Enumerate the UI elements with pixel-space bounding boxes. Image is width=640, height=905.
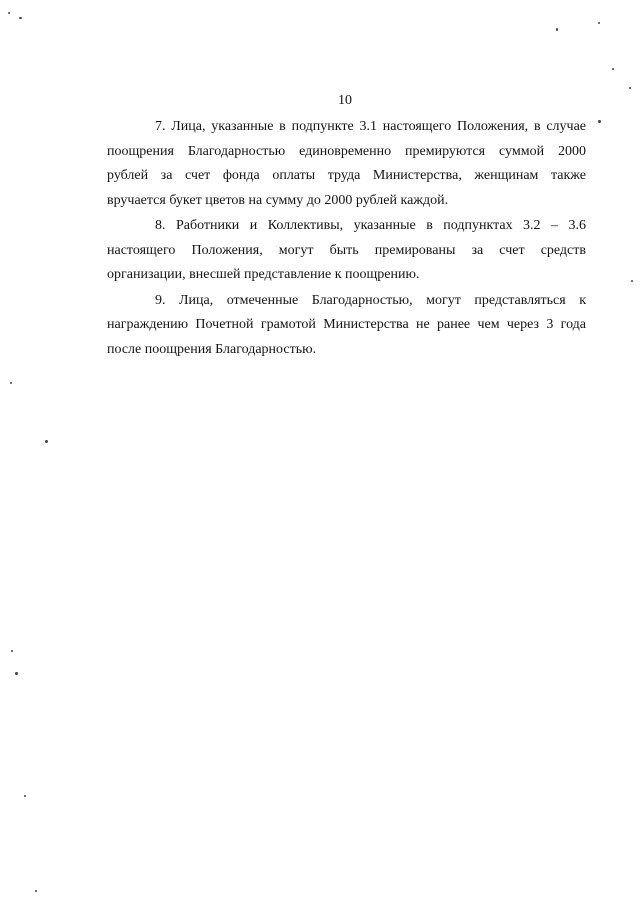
- scan-speck: [35, 890, 37, 892]
- scan-speck: [556, 28, 558, 31]
- paragraph-line: поощрения Благодарностью единовременно премируются суммой 2000: [107, 143, 586, 159]
- paragraph-8: [107, 214, 586, 288]
- scan-speck: [8, 12, 10, 14]
- paragraph-line: организации, внесшей представление к поощрению.: [107, 267, 420, 282]
- paragraph-line: 8. Работники и Коллективы, указанные в подпунктах 3.2 – 3.6: [155, 218, 586, 233]
- paragraph-line: после поощрения Благодарностью.: [107, 341, 317, 357]
- scan-speck: [598, 120, 601, 123]
- page-number: 10: [338, 93, 352, 108]
- scan-speck: [631, 280, 633, 282]
- paragraph-line: рублей за счет фонда оплаты труда Министерства, женщинам также: [107, 168, 586, 183]
- paragraph-line: награждению Почетной грамотой Министерства не ранее чем через 3 года: [107, 317, 586, 332]
- paragraph-line: настоящего Положения, могут быть премированы за счет средств: [107, 242, 586, 258]
- scan-speck: [19, 17, 22, 19]
- paragraph-line: 9. Лица, отмеченные Благодарностью, могут представляться к: [155, 292, 586, 308]
- scan-speck: [598, 22, 600, 24]
- paragraph-7: [107, 115, 586, 213]
- paragraph-line: 7. Лица, указанные в подпункте 3.1 настоящего Положения, в случае: [155, 119, 586, 134]
- scan-speck: [15, 672, 18, 675]
- scan-speck: [11, 650, 13, 652]
- scan-speck: [45, 440, 48, 443]
- scan-speck: [10, 382, 12, 384]
- paragraph-9: [107, 289, 586, 363]
- scan-speck: [629, 87, 631, 89]
- scan-speck: [612, 68, 614, 70]
- scan-speck: [24, 795, 26, 797]
- paragraph-line: вручается букет цветов на сумму до 2000 рублей каждой.: [107, 192, 449, 208]
- document-body: [107, 115, 586, 363]
